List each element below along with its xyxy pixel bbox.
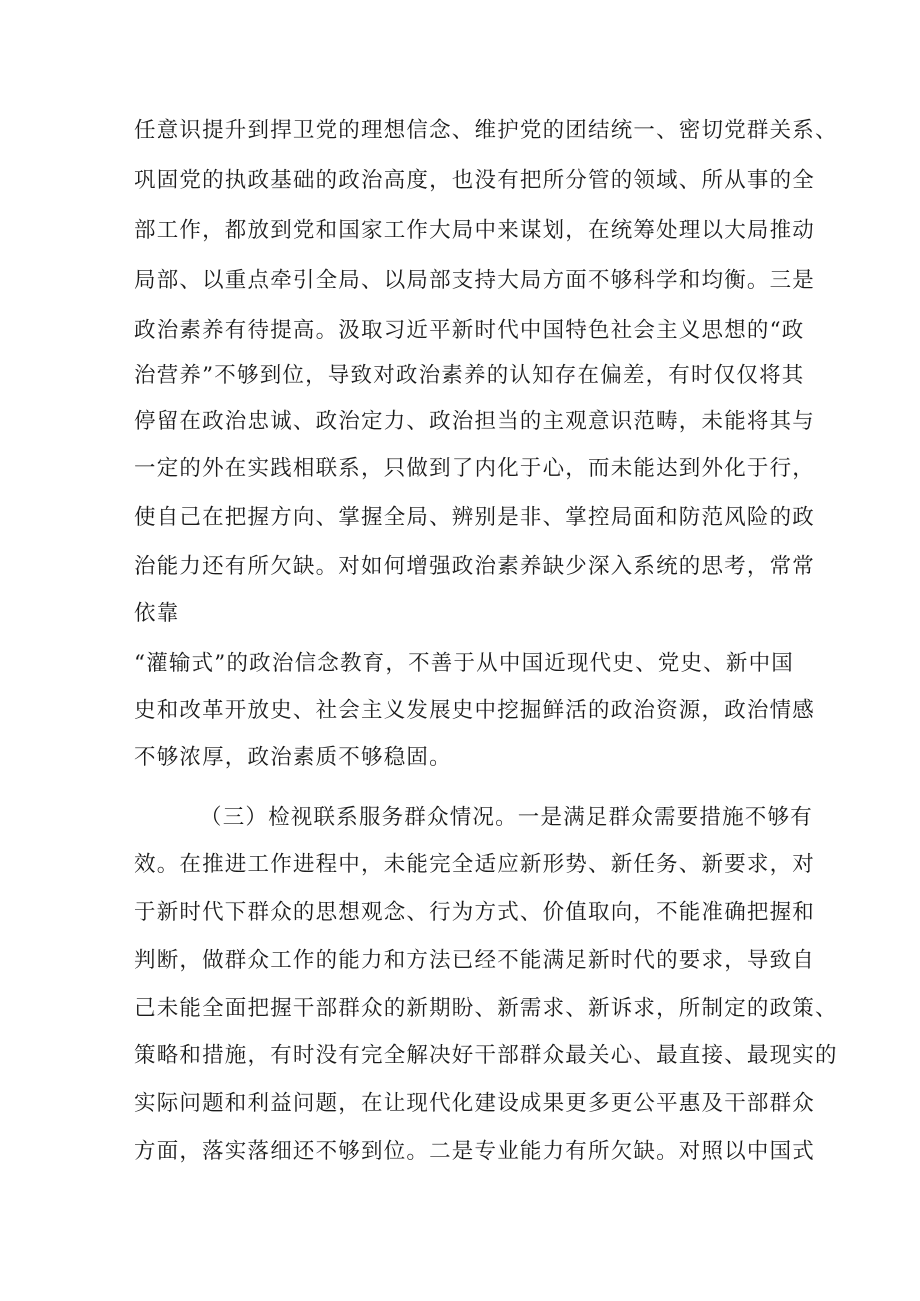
text-line: 任意识提升到捍卫党的理想信念、维护党的团结统一、密切党群关系、 [134, 118, 838, 143]
text-line: 局部、以重点牵引全局、以局部支持大局方面不够科学和均衡。三是 [134, 268, 816, 293]
text-line: 于新时代下群众的思想观念、行为方式、价值取向，不能准确把握和 [134, 900, 816, 925]
text-line: 依靠 [134, 601, 180, 626]
text-line: 巩固党的执政基础的政治高度，也没有把所分管的领域、所从事的全 [134, 168, 816, 193]
text-line: 治营养”不够到位，导致对政治素养的认知存在偏差，有时仅仅将其 [134, 363, 805, 388]
text-line: 治能力还有所欠缺。对如何增强政治素养缺少深入系统的思考，常常 [134, 554, 816, 579]
text-line: 策略和措施，有时没有完全解决好干部群众最关心、最直接、最现实的 [134, 1043, 838, 1068]
text-line: 判断，做群众工作的能力和方法已经不能满足新时代的要求，导致自 [134, 948, 816, 973]
text-line: 己未能全面把握干部群众的新期盼、新需求、新诉求，所制定的政策、 [134, 996, 838, 1021]
text-line: 部工作，都放到党和国家工作大局中来谋划，在统筹处理以大局推动 [134, 218, 816, 243]
text-line: （三）检视联系服务群众情况。一是满足群众需要措施不够有 [200, 805, 813, 830]
text-line: 使自己在把握方向、掌握全局、辨别是非、掌控局面和防范风险的政 [134, 505, 816, 530]
text-line: 效。在推进工作进程中，未能完全适应新形势、新任务、新要求，对 [134, 852, 816, 877]
text-line: 一定的外在实践相联系，只做到了内化于心，而未能达到外化于行， [134, 456, 816, 481]
text-line: 方面，落实落细还不够到位。二是专业能力有所欠缺。对照以中国式 [134, 1139, 816, 1164]
text-line: 政治素养有待提高。汲取习近平新时代中国特色社会主义思想的“政 [134, 318, 805, 343]
text-line: 史和改革开放史、社会主义发展史中挖掘鲜活的政治资源，政治情感 [134, 698, 816, 723]
text-line: 停留在政治忠诚、政治定力、政治担当的主观意识范畴，未能将其与 [134, 409, 816, 434]
text-line: 实际问题和利益问题，在让现代化建设成果更多更公平惠及干部群众 [134, 1091, 816, 1116]
text-line: 不够浓厚，政治素质不够稳固。 [134, 745, 452, 770]
text-line: “灌输式”的政治信念教育，不善于从中国近现代史、党史、新中国 [134, 651, 794, 676]
